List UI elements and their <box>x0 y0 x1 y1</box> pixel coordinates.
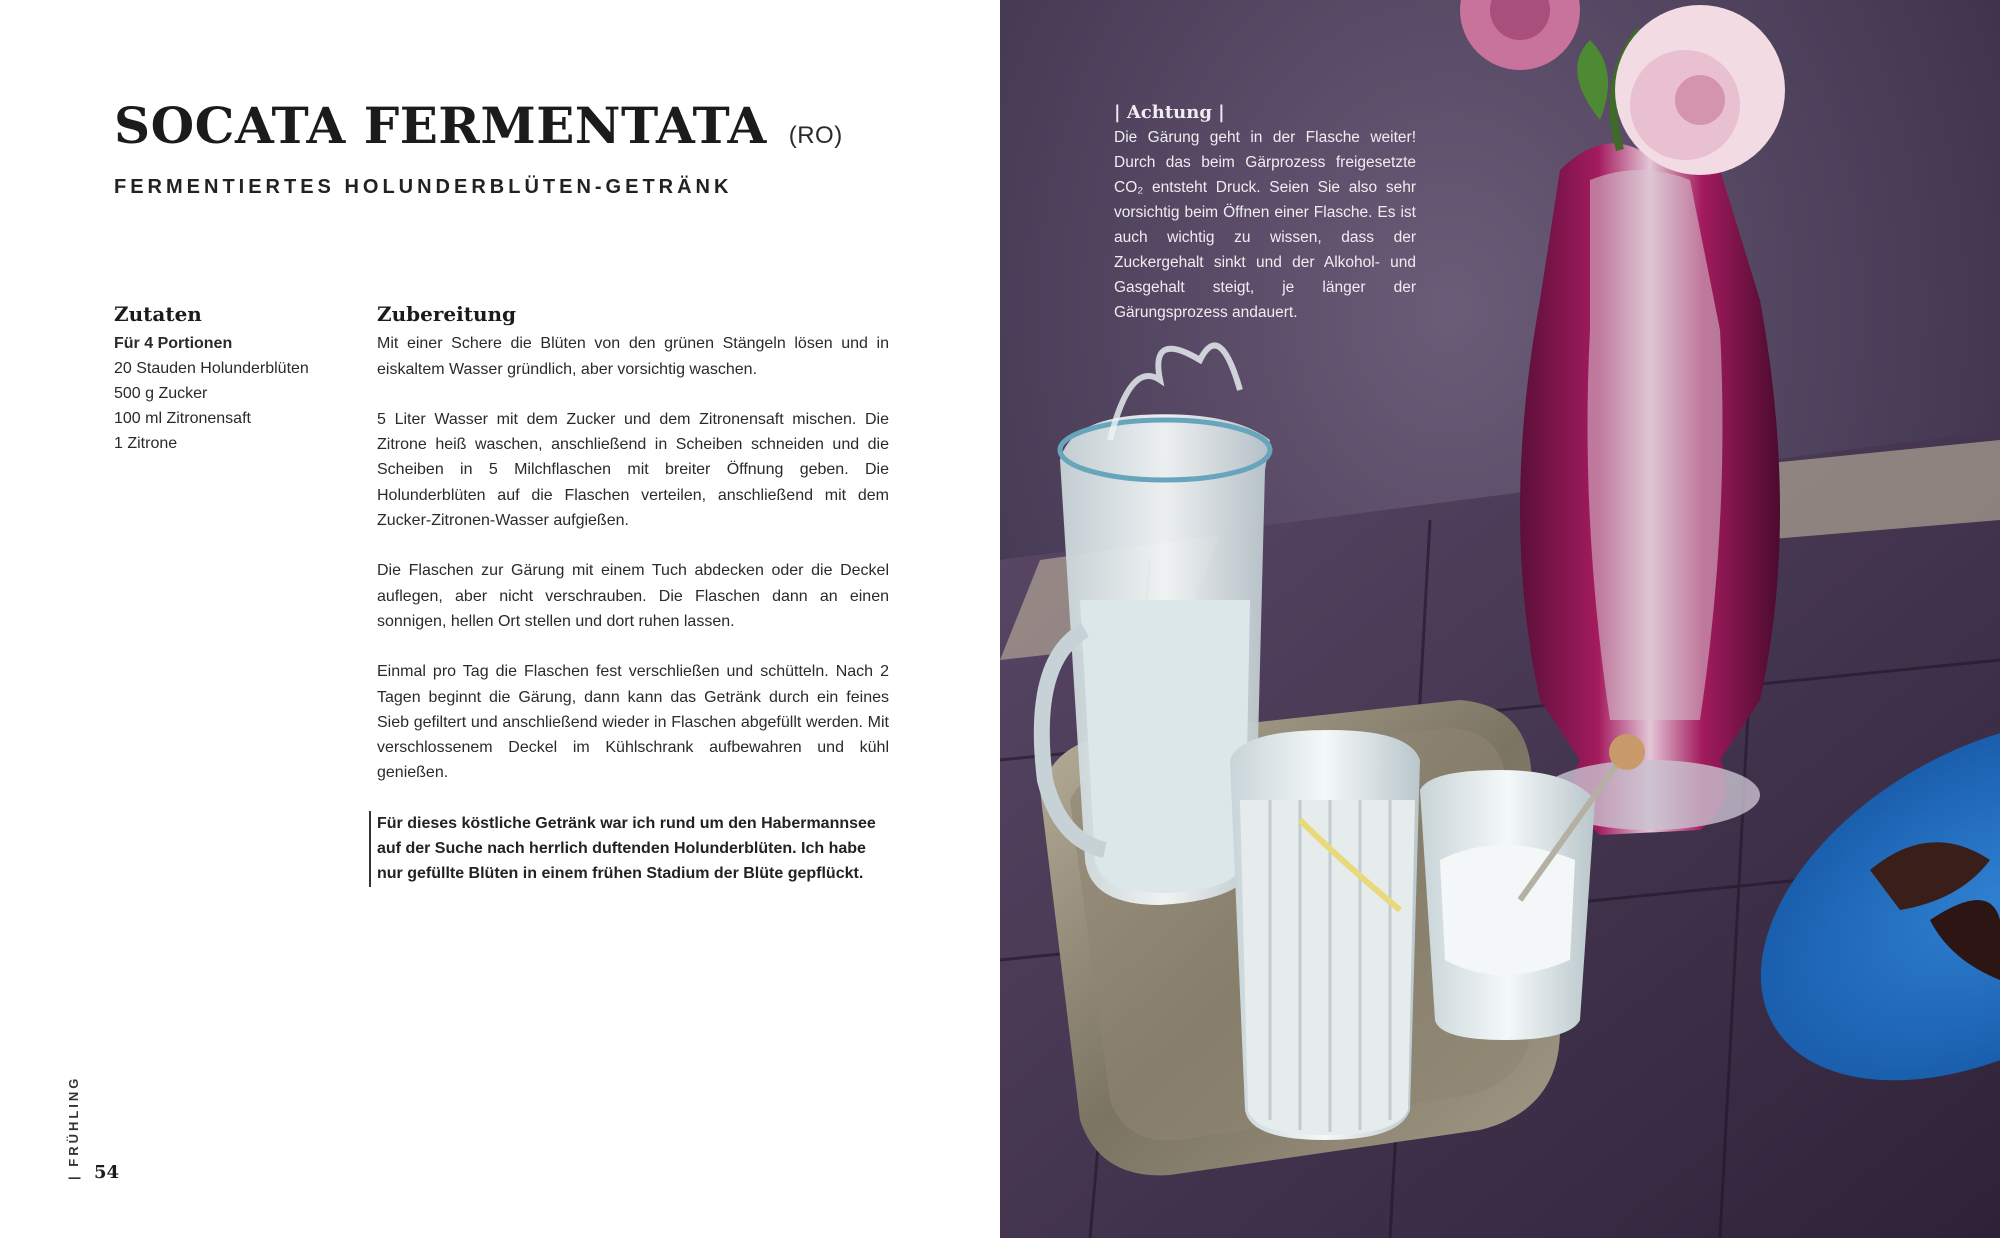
lemonade-glass <box>1230 730 1420 1140</box>
portions-label: Für 4 Portionen <box>114 335 233 352</box>
recipe-title-text: SOCATA FERMENTATA <box>114 96 767 155</box>
preparation-step: 5 Liter Wasser mit dem Zucker und dem Zitronensaft mischen. Die Zitrone heiß waschen, anschließend in Scheiben schneiden und die Scheiben in 5 Milchflaschen mit breiter Öffnung geben. Die Holunderblüten auf die Flaschen verteilen, anschließend mit dem Zucker-Zitronen-Wasser aufgießen. <box>377 410 889 530</box>
ingredient-item: 1 Zitrone <box>114 435 178 452</box>
warning-heading: | Achtung | <box>1114 102 1225 123</box>
warning-box <box>1114 100 1416 325</box>
warning-text: Die Gärung geht in der Flasche weiter! Durch das beim Gärprozess freigesetzte CO₂ entsteht Druck. Seien Sie also sehr vorsichtig beim Öffnen einer Flasche. Es ist auch wichtig zu wissen, dass der Zuckergehalt sinkt und der Alkohol- und Gasgehalt steigt, je länger der Gärungsprozess andauert. <box>1114 129 1416 321</box>
recipe-origin: (RO) <box>788 122 843 149</box>
section-sidebar <box>58 1068 88 1180</box>
preparation-heading: Zubereitung <box>377 302 517 326</box>
preparation-step: Die Flaschen zur Gärung mit einem Tuch abdecken oder die Deckel auflegen, aber nicht verschrauben. Die Flaschen dann an einen sonnigen, hellen Ort stellen und dort ruhen lassen. <box>377 562 889 630</box>
preparation-section <box>377 302 889 887</box>
ingredients-heading: Zutaten <box>114 302 202 326</box>
ingredient-item: 20 Stauden Holunderblüten <box>114 360 309 377</box>
preparation-step: Mit einer Schere die Blüten von den grünen Stängeln lösen und in eiskaltem Wasser gründlich, aber vorsichtig waschen. <box>377 335 889 378</box>
preparation-step: Einmal pro Tag die Flaschen fest verschließen und schütteln. Nach 2 Tagen beginnt die Gärung, dann kann das Getränk durch ein feines Sieb gefiltert und anschließend wieder in Flaschen abgefüllt werden. Mit verschlossenem Deckel im Kühlschrank aufbewahren und kühl genießen. <box>377 663 889 782</box>
author-note <box>369 811 889 887</box>
ingredient-list <box>114 356 354 456</box>
recipe-subtitle: FERMENTIERTES HOLUNDERBLÜTEN-GETRÄNK <box>114 176 733 198</box>
recipe-photo <box>1000 0 2000 1238</box>
page-number: 54 <box>94 1162 120 1183</box>
section-label: | FRÜHLING <box>66 1075 81 1180</box>
ingredient-item: 100 ml Zitronensaft <box>114 410 251 427</box>
ingredients-section <box>114 302 354 456</box>
ingredient-item: 500 g Zucker <box>114 385 208 402</box>
author-note-text: Für dieses köstliche Getränk war ich rund um den Habermannsee auf der Suche nach herrlich duftenden Holunderblüten. Ich habe nur gefüllte Blüten in einem frühen Stadium der Blüte gepflückt. <box>377 814 876 883</box>
recipe-title <box>114 96 843 155</box>
